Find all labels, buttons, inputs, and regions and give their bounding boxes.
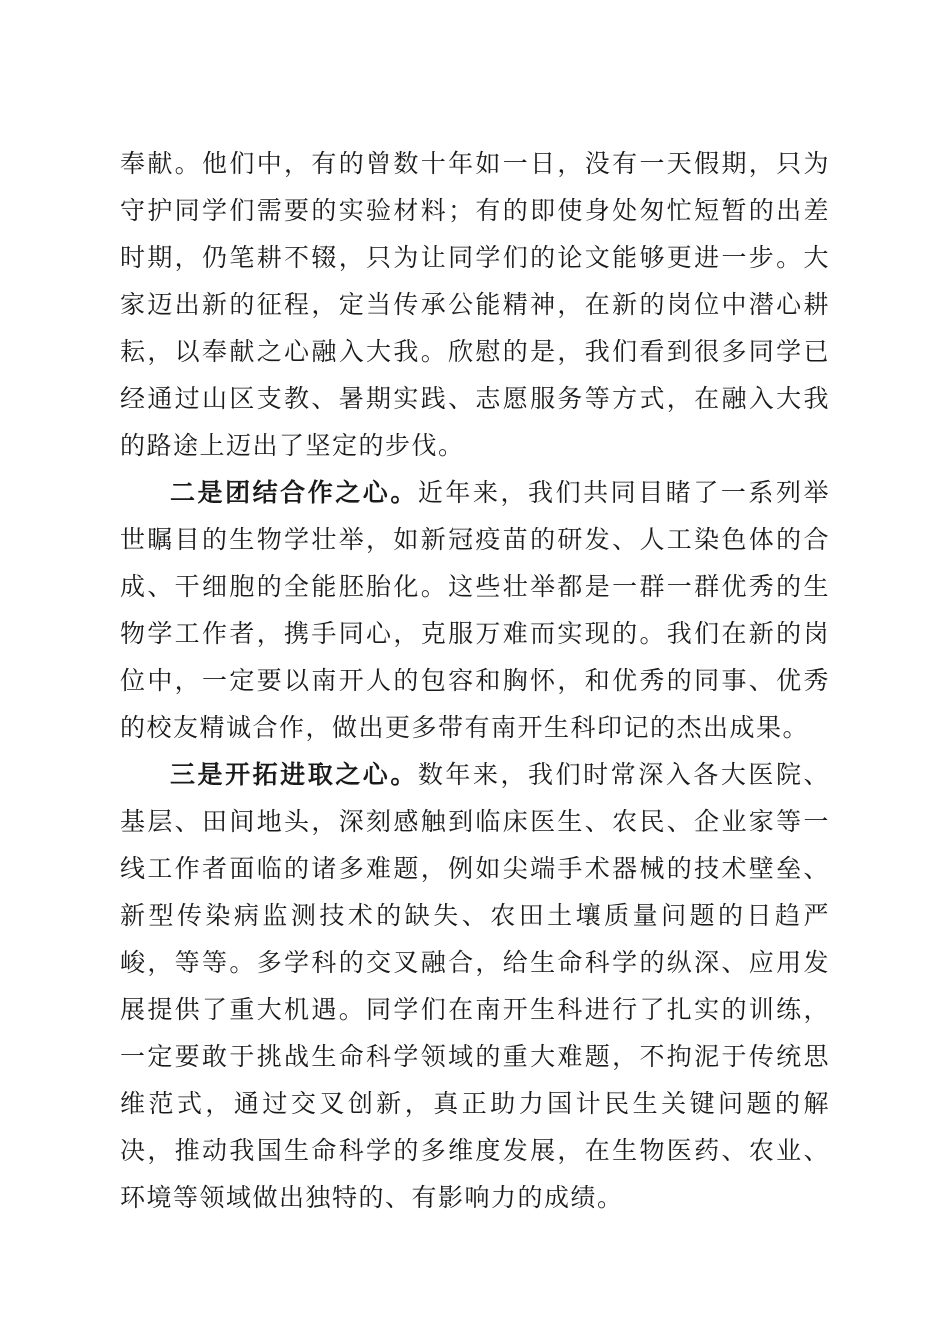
- paragraph-unity-cooperation: [120, 469, 830, 751]
- paragraph-pioneering-spirit: [120, 751, 830, 1221]
- paragraph-text: 近年来，我们共同目睹了一系列举世瞩目的生物学壮举，如新冠疫苗的研发、人工染色体的合成、干细胞的全能胚胎化。这些壮举都是一群一群优秀的生物学工作者，携手同心，克服万难而实现的。我们在新的岗位中，一定要以南开人的包容和胸怀，和优秀的同事、优秀的校友精诚合作，做出更多带有南开生科印记的杰出成果。: [120, 478, 830, 742]
- document-body: [120, 140, 830, 1221]
- paragraph-text: 数年来，我们时常深入各大医院、基层、田间地头，深刻感触到临床医生、农民、企业家等一线工作者面临的诸多难题，例如尖端手术器械的技术壁垒、新型传染病监测技术的缺失、农田土壤质量问题的日趋严峻，等等。多学科的交叉融合，给生命科学的纵深、应用发展提供了重大机遇。同学们在南开生科进行了扎实的训练，一定要敢于挑战生命科学领域的重大难题，不拘泥于传统思维范式，通过交叉创新，真正助力国计民生关键问题的解决，推动我国生命科学的多维度发展，在生物医药、农业、环境等领域做出独特的、有影响力的成绩。: [120, 760, 830, 1212]
- paragraph-heading: 二是团结合作之心。: [170, 478, 418, 507]
- paragraph-dedication: [120, 140, 830, 469]
- paragraph-heading: 三是开拓进取之心。: [170, 760, 418, 789]
- paragraph-text: 奉献。他们中，有的曾数十年如一日，没有一天假期，只为守护同学们需要的实验材料；有的即使身处匆忙短暂的出差时期，仍笔耕不辍，只为让同学们的论文能够更进一步。大家迈出新的征程，定当传承公能精神，在新的岗位中潜心耕耘，以奉献之心融入大我。欣慰的是，我们看到很多同学已经通过山区支教、暑期实践、志愿服务等方式，在融入大我的路途上迈出了坚定的步伐。: [120, 149, 830, 460]
